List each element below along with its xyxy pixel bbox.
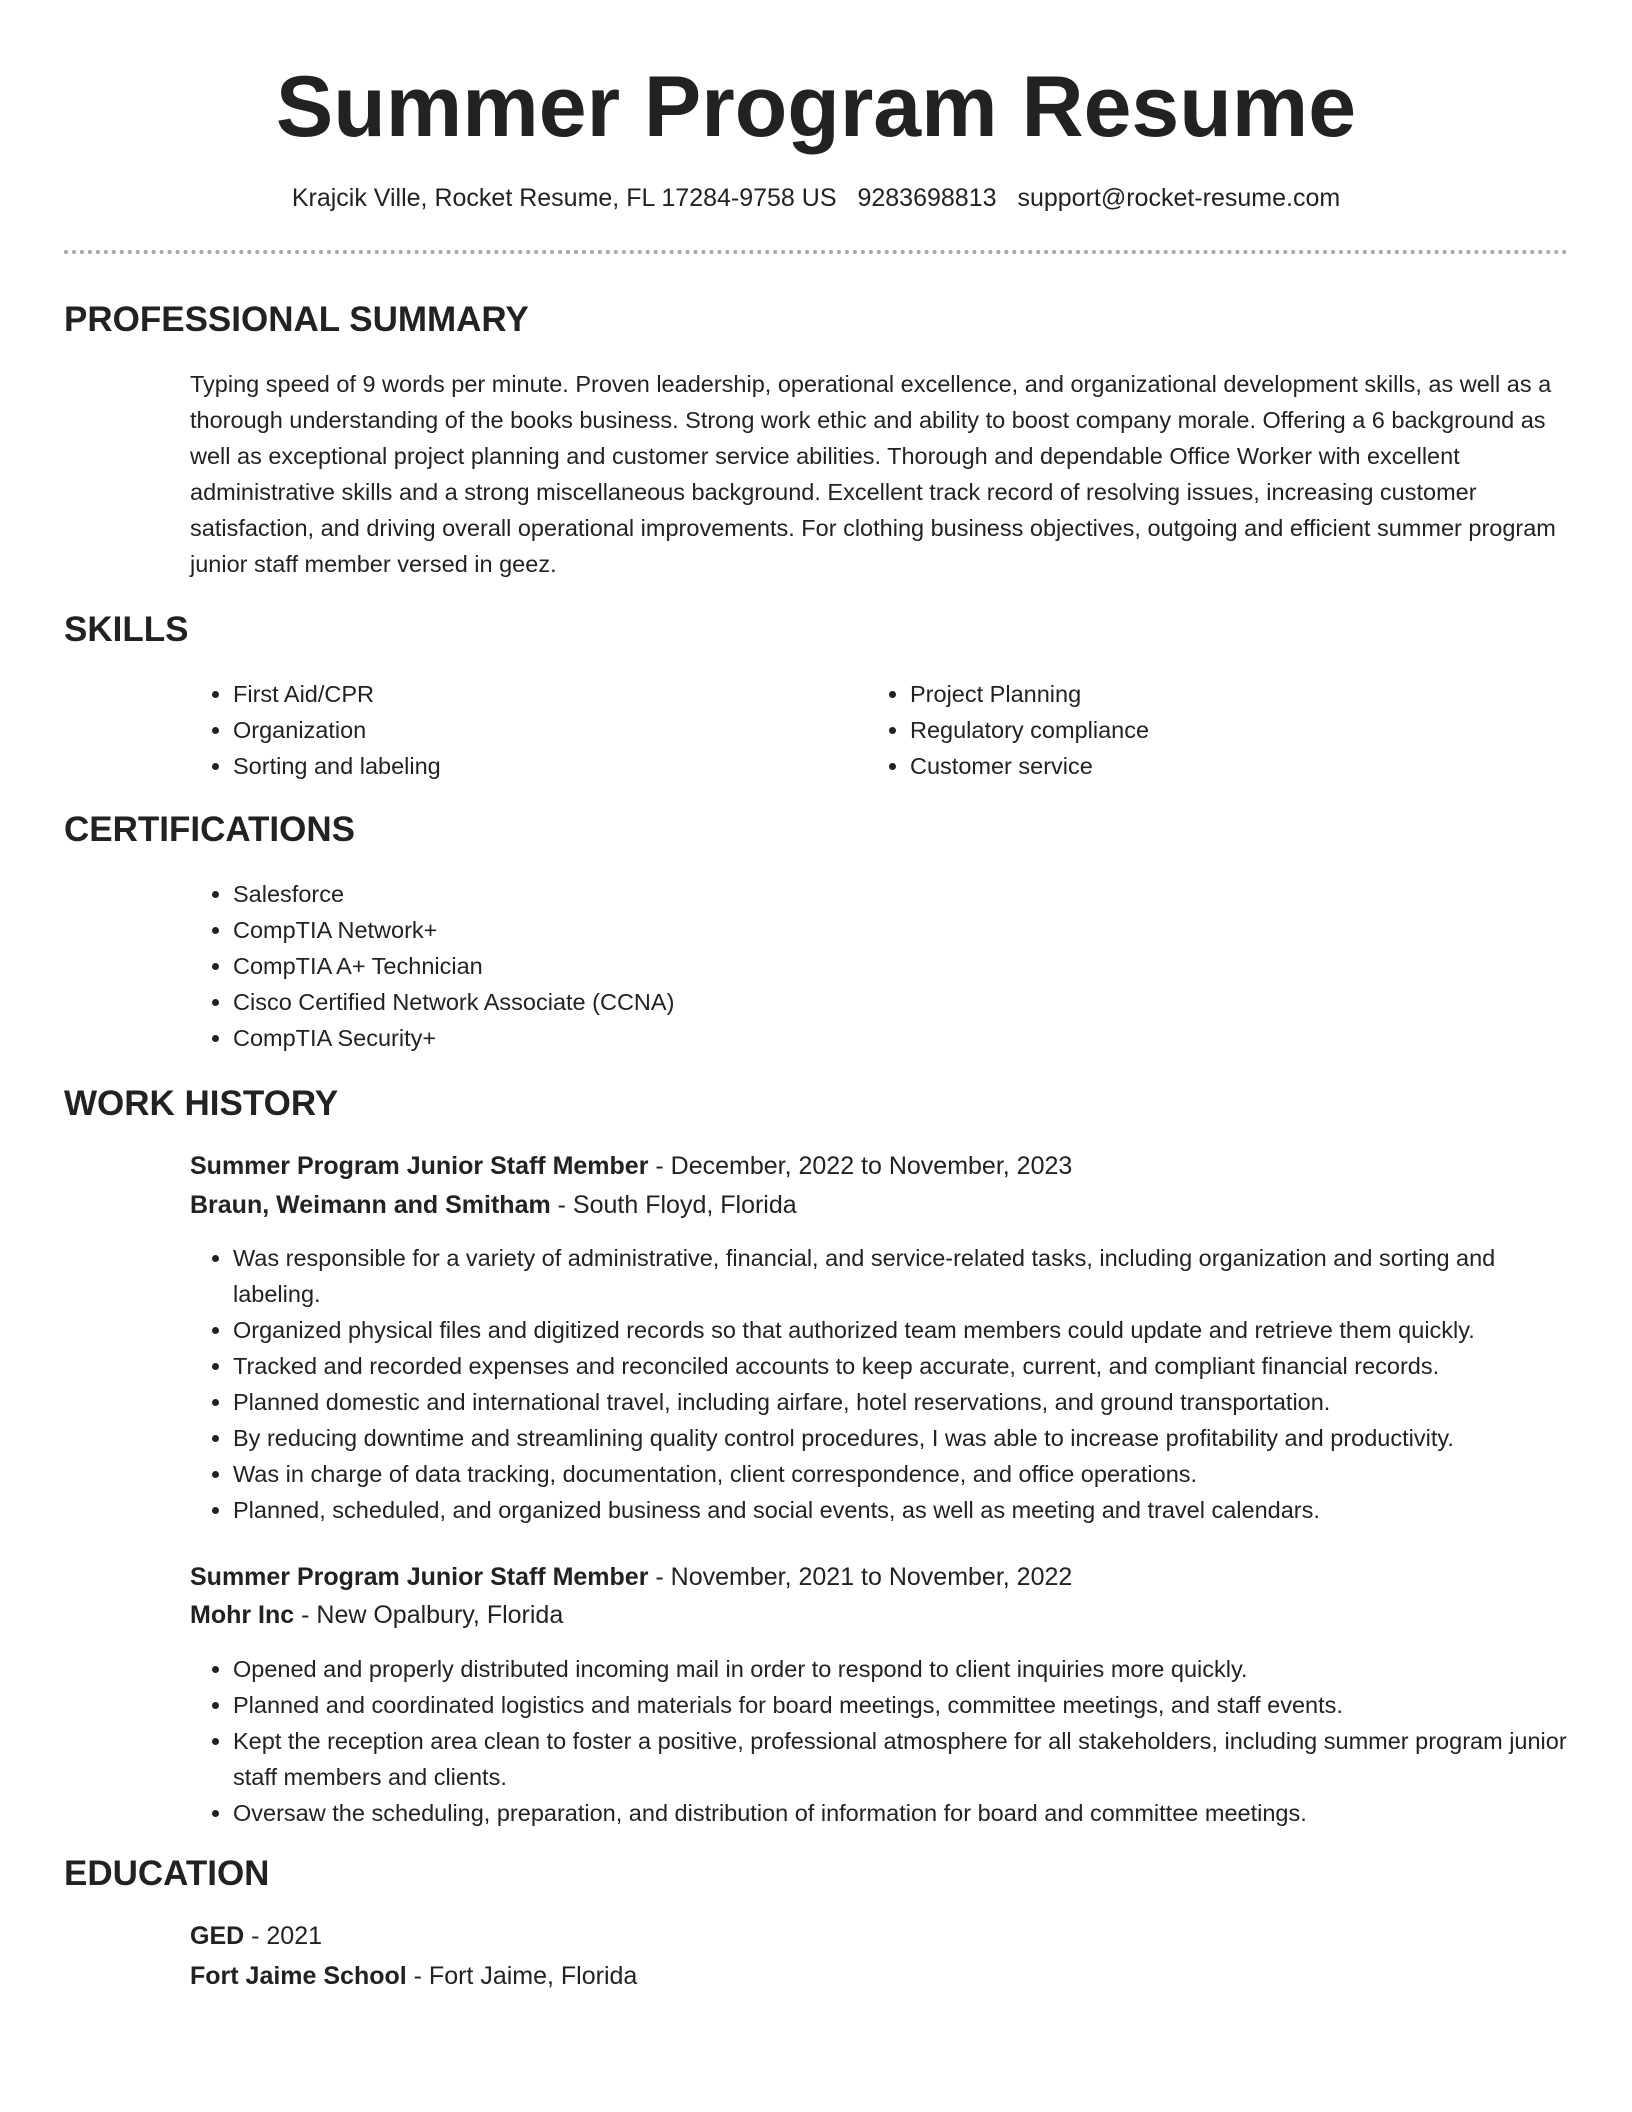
job-2-bullets [190, 1651, 1568, 1831]
education-year: - 2021 [244, 1922, 323, 1950]
list-item: • First Aid/CPR [233, 676, 853, 712]
list-item: • Regulatory compliance [910, 712, 1550, 748]
education-degree-line [190, 1917, 322, 1955]
list-item: • Cisco Certified Network Associate (CCNA) [233, 984, 1533, 1020]
list-item: • CompTIA Network+ [233, 912, 1533, 948]
skills-list-left [190, 676, 853, 784]
list-item: • Planned domestic and international travel, including airfare, hotel reservations, and ground transportation. [233, 1384, 1568, 1420]
list-item: • Project Planning [910, 676, 1550, 712]
list-item: • Customer service [910, 748, 1550, 784]
certifications-list [190, 876, 1533, 1056]
job-2-role-line [190, 1558, 1072, 1596]
job-company: Mohr Inc [190, 1601, 295, 1629]
list-item: • Was responsible for a variety of administrative, financial, and service-related tasks, including organization and sorting and labeling. [233, 1240, 1568, 1312]
list-item: • Planned, scheduled, and organized business and social events, as well as meeting and travel calendars. [233, 1492, 1568, 1528]
job-location: - South Floyd, Florida [550, 1191, 797, 1219]
contact-address: Krajcik Ville, Rocket Resume, FL 17284-9758 US [291, 184, 837, 212]
job-1-role-line [190, 1147, 1072, 1185]
job-role: Summer Program Junior Staff Member [190, 1152, 649, 1180]
job-1-company-line [190, 1186, 797, 1224]
list-item: • Oversaw the scheduling, preparation, and distribution of information for board and committee meetings. [233, 1795, 1568, 1831]
contact-phone: 9283698813 [857, 184, 997, 212]
list-item: • By reducing downtime and streamlining quality control procedures, I was able to increase profitability and productivity. [233, 1420, 1568, 1456]
list-item: • Sorting and labeling [233, 748, 853, 784]
job-location: - New Opalbury, Florida [294, 1601, 564, 1629]
list-item: • Organized physical files and digitized records so that authorized team members could update and retrieve them quickly. [233, 1312, 1568, 1348]
education-school-line [190, 1957, 637, 1995]
job-role: Summer Program Junior Staff Member [190, 1563, 649, 1591]
list-item: • Tracked and recorded expenses and reconciled accounts to keep accurate, current, and compliant financial records. [233, 1348, 1568, 1384]
list-item: • Was in charge of data tracking, documentation, client correspondence, and office operations. [233, 1456, 1568, 1492]
job-dates: - December, 2022 to November, 2023 [648, 1152, 1073, 1180]
education-school: Fort Jaime School [190, 1962, 407, 1990]
contact-email: support@rocket-resume.com [1017, 184, 1341, 212]
list-item: • Planned and coordinated logistics and materials for board meetings, committee meetings, and staff events. [233, 1687, 1568, 1723]
job-2-company-line [190, 1596, 563, 1634]
section-title-skills: SKILLS [64, 610, 189, 649]
section-title-education: EDUCATION [64, 1854, 270, 1893]
list-item: • Kept the reception area clean to foster a positive, professional atmosphere for all stakeholders, including summer program junior staff members and clients. [233, 1723, 1568, 1795]
list-item: • Opened and properly distributed incoming mail in order to respond to client inquiries more quickly. [233, 1651, 1568, 1687]
list-item: • CompTIA Security+ [233, 1020, 1533, 1056]
section-title-work-history: WORK HISTORY [64, 1084, 339, 1123]
section-title-certifications: CERTIFICATIONS [64, 810, 356, 849]
resume-title: Summer Program Resume [275, 59, 1357, 155]
contact-line [0, 180, 1632, 216]
list-item: • CompTIA A+ Technician [233, 948, 1533, 984]
summary-text: Typing speed of 9 words per minute. Proven leadership, operational excellence, and organizational development skills, as well as a thorough understanding of the books business. Strong work ethic and ability to boost company morale. Offering a 6 background as well as exceptional project planning and customer service abilities. Thorough and dependable Office Worker with excellent administrative skills and a strong miscellaneous background. Excellent track record of resolving issues, increasing customer satisfaction, and driving overall operational improvements. For clothing business objectives, outgoing and efficient summer program junior staff member versed in geez. [190, 371, 1556, 577]
skills-list-right [867, 676, 1550, 784]
education-location: - Fort Jaime, Florida [406, 1962, 638, 1990]
education-degree: GED [190, 1922, 245, 1950]
section-title-summary: PROFESSIONAL SUMMARY [64, 300, 529, 339]
job-1-bullets [190, 1240, 1568, 1528]
job-dates: - November, 2021 to November, 2022 [648, 1563, 1073, 1591]
list-item: • Organization [233, 712, 853, 748]
job-company: Braun, Weimann and Smitham [190, 1191, 551, 1219]
list-item: • Salesforce [233, 876, 1533, 912]
header-divider [64, 250, 1568, 254]
